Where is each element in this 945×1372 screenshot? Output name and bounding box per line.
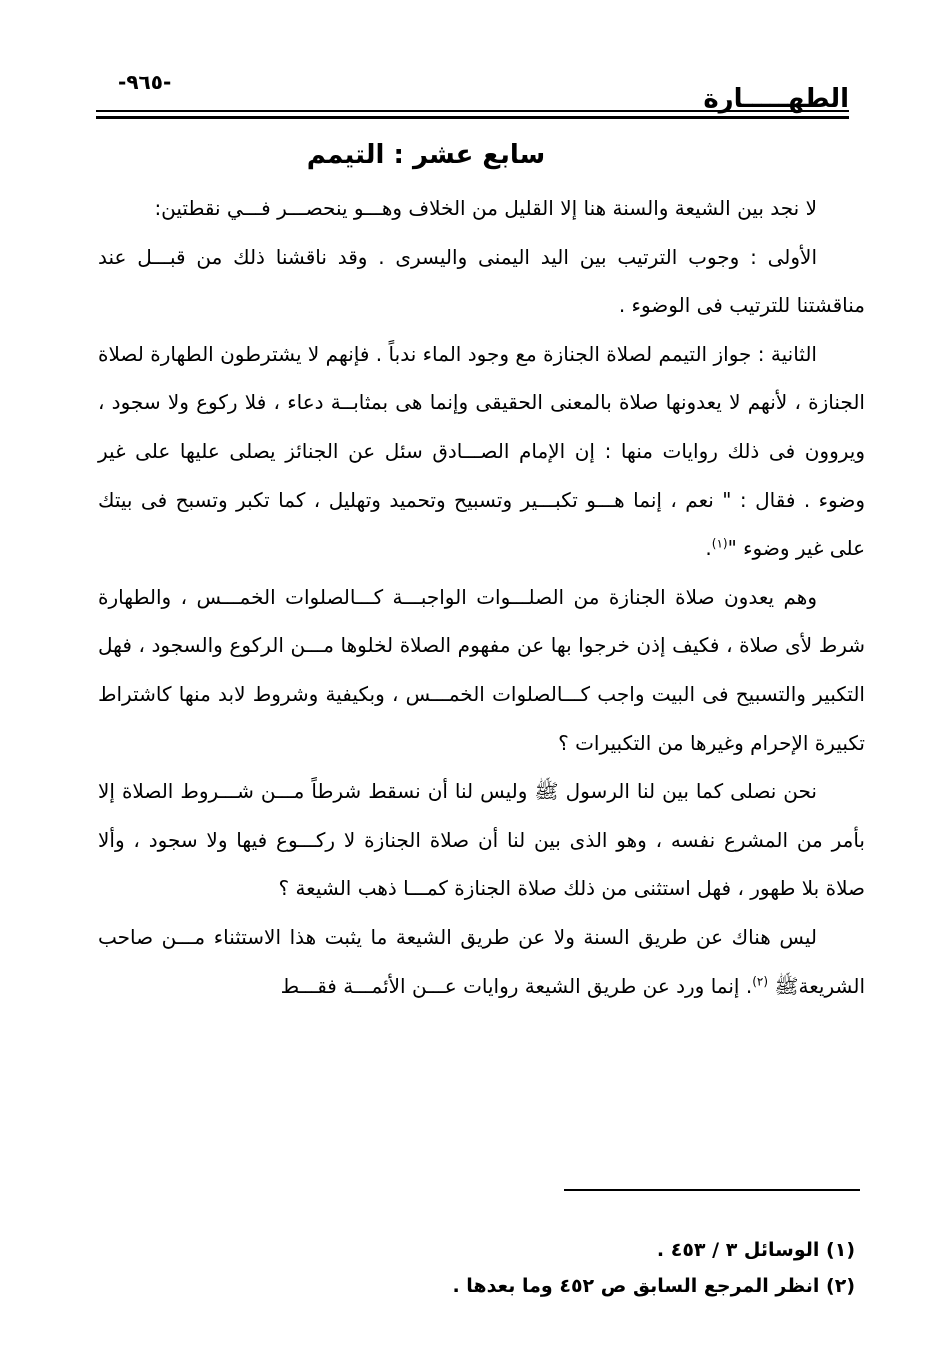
- body-text: [98, 184, 865, 1010]
- paragraph-prophet-teaching: [98, 767, 865, 913]
- paragraph-text: الثانية : جواز التيمم لصلاة الجنازة مع وجود الماء ندباً . فإنهم لا يشترطون الطهارة لصلاة الجنازة ، لأنهم لا يعدونها صلاة بالمعنى الحقيقى وإنما هى بمثابــة دعاء ، فلا ركوع ولا سجود ، ويروون فى ذلك روايات منها : إن الإمام الصـــادق سئل عن الجنائز يصلى عليها على غير وضوء . فقال : " نعم ، إنما هـــو تكبـــير وتسبيح وتحميد وتهليل ، كما تكبر وتسبح فى بيتك على غير وضوء ": [98, 341, 865, 561]
- footnotes: [425, 1232, 855, 1304]
- running-header-title: الطهـــــارة: [703, 84, 849, 114]
- paragraph-intro: [98, 184, 865, 233]
- paragraph-text: لا نجد بين الشيعة والسنة هنا إلا القليل من الخلاف وهـــو ينحصـــر فـــي نقطتين:: [154, 196, 817, 220]
- footnote-ref-2: (٢): [752, 973, 769, 988]
- paragraph-text-continued: . إنما ورد عن طريق الشيعة روايات عـــن الأئمـــة فقـــط: [280, 973, 753, 998]
- paragraph-text: الأولى : وجوب الترتيب بين اليد اليمنى واليسرى . وقد ناقشنا ذلك من قبـــل عند مناقشتنا للترتيب فى الوضوء .: [98, 244, 865, 318]
- paragraph-no-exception: [98, 913, 865, 1010]
- footnote-2: (٢) انظر المرجع السابق ص ٤٥٢ وما بعدها .: [452, 1275, 855, 1297]
- paragraph-text: ليس هناك عن طريق السنة ولا عن طريق الشيعة ما يثبت هذا الاستثناء مـــن صاحب الشريعةﷺ: [98, 924, 865, 998]
- section-heading: سابع عشر : التيمم: [306, 140, 546, 170]
- page-number: -٩٦٥-: [118, 70, 172, 94]
- paragraph-text: نحن نصلى كما بين لنا الرسول ﷺ وليس لنا أن نسقط شرطاً مـــن شـــروط الصلاة إلا بأمر من المشرع نفسه ، وهو الذى بين لنا أن صلاة الجنازة لا ركـــوع فيها ولا سجود ، وألا صلاة بلا طهور ، فهل استثنى من ذلك صلاة الجنازة كمـــا ذهب الشيعة ؟: [98, 779, 865, 901]
- footnote-ref-1: (١): [711, 536, 728, 551]
- paragraph-text: وهم يعدون صلاة الجنازة من الصلـــوات الواجبـــة كـــالصلوات الخمـــس ، والطهارة شرط لأى صلاة ، فكيف إذن خرجوا بها عن مفهوم الصلاة لخلوها مـــن الركوع والسجود ، فهل التكبير والتسبيح فى البيت واجب كـــالصلوات الخمـــس ، وبكيفية وشروط لابد منها كاشتراط تكبيرة الإحرام وغيرها من التكبيرات ؟: [98, 584, 865, 755]
- paragraph-funeral-prayer: [98, 573, 865, 767]
- footnote-separator: [564, 1189, 860, 1191]
- paragraph-first-point: [98, 233, 865, 330]
- paragraph-second-point: الثانية : جواز التيمم لصلاة الجنازة مع وجود الماء ندباً . فإنهم لا يشترطون الطهارة لصلاة الجنازة ، لأنهم لا يعدونها صلاة بالمعنى الحقيقى وإنما هى بمثابــة دعاء ، فلا ركوع ولا سجود ، ويروون فى ذلك روايات منها : إن الإمام الصـــادق سئل عن الجنائز يصلى عليها على غير وضوء . فقال : " نعم ، إنما هـــو تكبـــير وتسبيح وتحميد وتهليل ، كما تكبر وتسبح فى بيتك على غير وضوء "$^{(١)}$.: [98, 341, 865, 561]
- header-rule-thick: [96, 116, 849, 119]
- header-rule-thin: [96, 110, 849, 112]
- footnote-1: (١) الوسائل ٣ / ٤٥٣ .: [656, 1239, 855, 1261]
